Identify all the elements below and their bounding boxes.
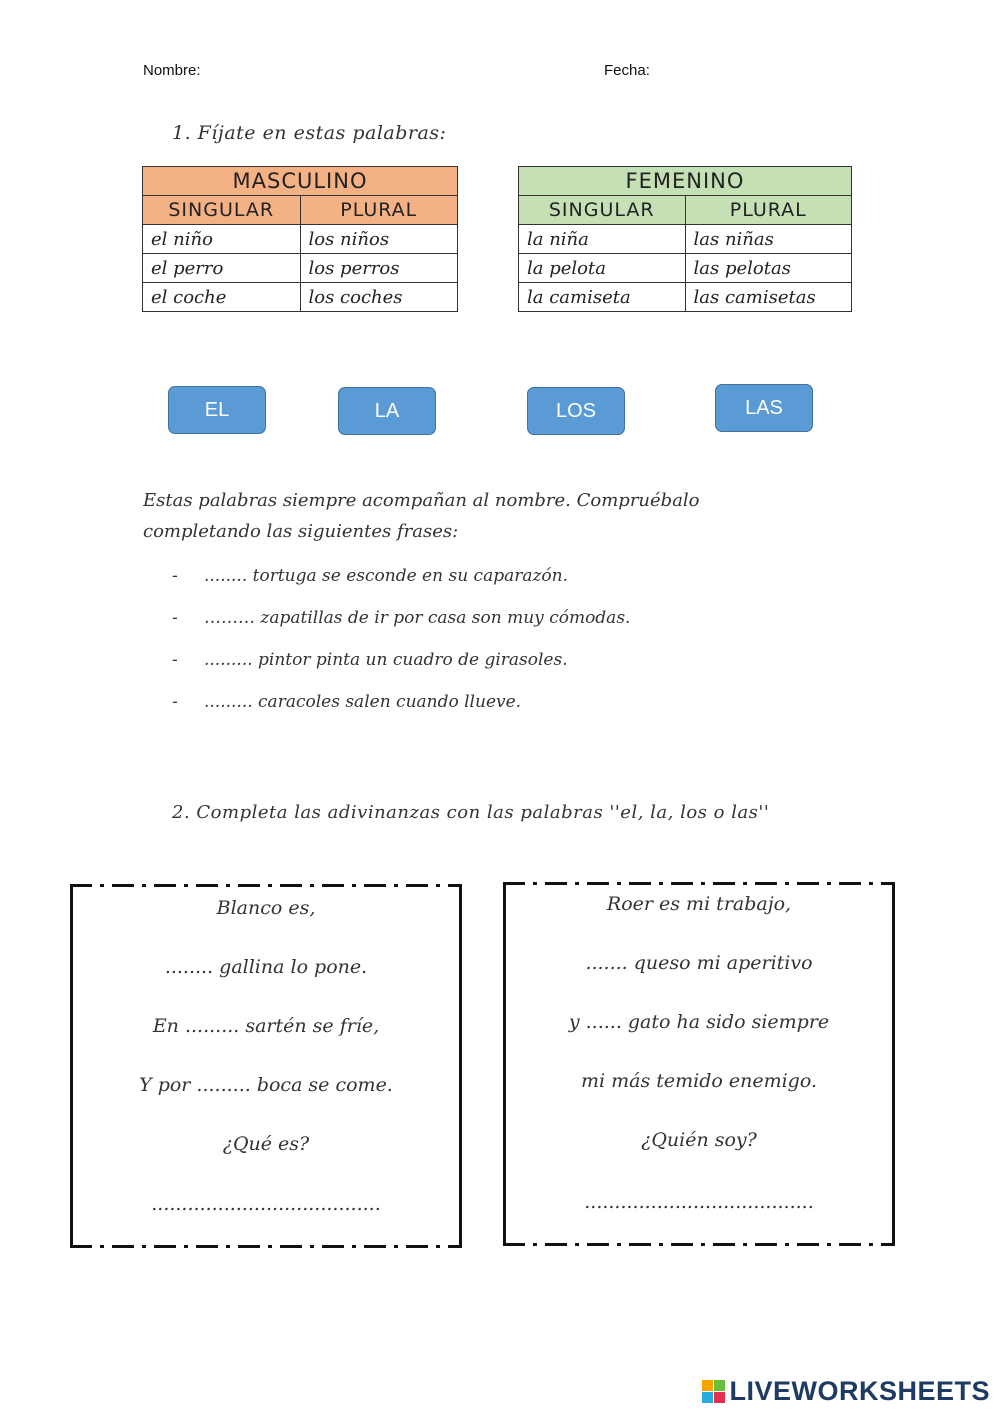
name-label: Nombre:	[143, 62, 201, 79]
riddle-line: ¿Qué es?	[222, 1133, 310, 1155]
sentence-item	[172, 650, 568, 670]
liveworksheets-brand	[702, 1376, 990, 1407]
sentence-item	[172, 608, 630, 628]
feminine-singular-header: SINGULAR	[519, 196, 686, 225]
instructions-line2: completando las siguientes frases:	[143, 521, 459, 542]
table-cell: las niñas	[685, 225, 852, 254]
table-cell: el coche	[143, 283, 301, 312]
riddle-answer-blank: ......................................	[151, 1193, 381, 1215]
feminine-plural-header: PLURAL	[685, 196, 852, 225]
bullet-dash: -	[172, 650, 178, 670]
liveworksheets-logo-icon	[702, 1380, 725, 1403]
table-cell: la pelota	[519, 254, 686, 283]
riddle-line: ....... queso mi aperitivo	[585, 952, 813, 974]
riddle-line: Blanco es,	[216, 897, 316, 919]
riddle-line: mi más temido enemigo.	[580, 1070, 817, 1092]
table-cell: la camiseta	[519, 283, 686, 312]
table-cell: el perro	[143, 254, 301, 283]
sentence-text: ........ tortuga se esconde en su caparazón.	[204, 566, 569, 586]
riddle-line: En ......... sartén se fríe,	[152, 1015, 380, 1037]
masculine-plural-header: PLURAL	[300, 196, 458, 225]
table-cell: los coches	[300, 283, 458, 312]
table-cell: los niños	[300, 225, 458, 254]
bullet-dash: -	[172, 566, 178, 586]
instructions-line1: Estas palabras siempre acompañan al nombre. Compruébalo	[143, 490, 700, 511]
brand-text: LIVEWORKSHEETS	[729, 1376, 990, 1406]
masculine-title: MASCULINO	[143, 167, 458, 196]
table-row	[143, 254, 458, 283]
table-row	[519, 283, 852, 312]
article-chip-los[interactable]: LOS	[527, 387, 625, 435]
feminine-table	[518, 166, 852, 312]
riddle-box-2	[503, 882, 895, 1246]
riddle-line: ........ gallina lo pone.	[164, 956, 368, 978]
masculine-table	[142, 166, 458, 312]
article-chip-las[interactable]: LAS	[715, 384, 813, 432]
table-cell: las camisetas	[685, 283, 852, 312]
table-row	[143, 225, 458, 254]
sentence-item	[172, 566, 568, 586]
sentence-item	[172, 692, 521, 712]
riddle-line: Y por ......... boca se come.	[139, 1074, 393, 1096]
masculine-singular-header: SINGULAR	[143, 196, 301, 225]
date-label: Fecha:	[604, 62, 650, 79]
riddle-answer-blank: ......................................	[584, 1191, 814, 1213]
section1-title: 1. Fíjate en estas palabras:	[172, 122, 447, 144]
bullet-dash: -	[172, 692, 178, 712]
riddle-box-1	[70, 884, 462, 1248]
table-cell: la niña	[519, 225, 686, 254]
table-row	[143, 283, 458, 312]
article-chip-la[interactable]: LA	[338, 387, 436, 435]
table-row	[519, 225, 852, 254]
section2-title: 2. Completa las adivinanzas con las palabras ''el, la, los o las''	[172, 802, 770, 823]
sentence-text: ......... pintor pinta un cuadro de girasoles.	[204, 650, 568, 670]
sentence-text: ……… zapatillas de ir por casa son muy cómodas.	[204, 608, 631, 628]
table-cell: los perros	[300, 254, 458, 283]
sentence-text: ......... caracoles salen cuando llueve.	[204, 692, 522, 712]
feminine-title: FEMENINO	[519, 167, 852, 196]
riddle-line: Roer es mi trabajo,	[606, 893, 792, 915]
riddle-line: ¿Quién soy?	[641, 1129, 757, 1151]
table-cell: las pelotas	[685, 254, 852, 283]
table-cell: el niño	[143, 225, 301, 254]
table-row	[519, 254, 852, 283]
bullet-dash: -	[172, 608, 178, 628]
riddle-line: y ...... gato ha sido siempre	[568, 1011, 830, 1033]
article-chip-el[interactable]: EL	[168, 386, 266, 434]
